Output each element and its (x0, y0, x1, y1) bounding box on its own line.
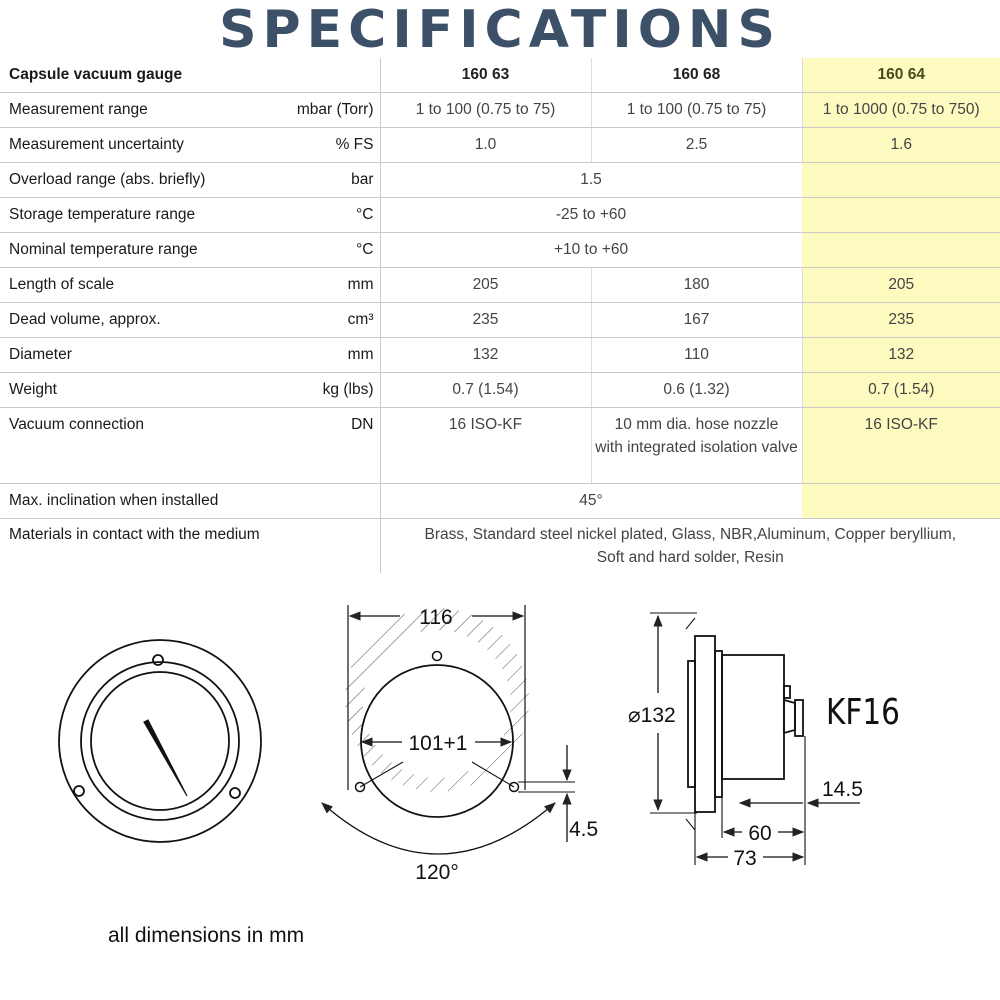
diameter-label: ⌀132 (628, 704, 676, 727)
table-row (0, 268, 1000, 303)
row-unit: % FS (280, 128, 380, 163)
row-unit: mm (280, 268, 380, 303)
materials-line-1: Brass, Standard steel nickel plated, Glass, NBR,Aluminum, Copper beryllium, (424, 526, 957, 543)
flange-depth-label: 14.5 (822, 778, 863, 801)
connector-label: KF16 (826, 692, 900, 733)
row-label: Nominal temperature range (0, 233, 280, 268)
table-header-row (0, 58, 1000, 93)
row-unit: bar (280, 163, 380, 198)
specifications-table (0, 58, 1000, 573)
table-row (0, 484, 1000, 519)
technical-drawings (0, 590, 1000, 890)
table-row (0, 519, 1000, 574)
row-value-2-line-1: 10 mm dia. hose nozzle (614, 416, 779, 433)
row-value-span: 45° (380, 484, 802, 519)
row-unit: cm³ (280, 303, 380, 338)
row-unit (280, 484, 380, 519)
page-title: SPECIFICATIONS (219, 0, 781, 60)
header-label: Capsule vacuum gauge (0, 58, 280, 93)
row-value-2 (591, 408, 802, 484)
row-label: Weight (0, 373, 280, 408)
row-value-1: 1.0 (380, 128, 591, 163)
header-model-1: 160 63 (380, 58, 591, 93)
row-label: Measurement range (0, 93, 280, 128)
table-row (0, 163, 1000, 198)
total-depth-label: 73 (733, 847, 757, 870)
cutout-diameter-label: 101+1 (408, 732, 468, 755)
body-depth-label: 60 (748, 822, 772, 845)
row-value-span: 1.5 (380, 163, 802, 198)
header-model-3: 160 64 (802, 58, 1000, 93)
row-value-3: 1 to 1000 (0.75 to 750) (802, 93, 1000, 128)
row-value-2: 180 (591, 268, 802, 303)
row-unit: DN (280, 408, 380, 484)
row-value-1: 205 (380, 268, 591, 303)
row-value-3: 205 (802, 268, 1000, 303)
row-label: Max. inclination when installed (0, 484, 280, 519)
header-model-2: 160 68 (591, 58, 802, 93)
row-value-2: 1 to 100 (0.75 to 75) (591, 93, 802, 128)
row-unit: mbar (Torr) (280, 93, 380, 128)
header-unit (280, 58, 380, 93)
row-value-2: 110 (591, 338, 802, 373)
row-value-span (380, 519, 1000, 574)
side-view-dimensions (628, 613, 863, 870)
row-value-3: 235 (802, 303, 1000, 338)
materials-line-2: Soft and hard solder, Resin (596, 549, 784, 566)
row-value-1: 0.7 (1.54) (380, 373, 591, 408)
table-row (0, 198, 1000, 233)
row-value-span: +10 to +60 (380, 233, 802, 268)
table-row (0, 338, 1000, 373)
row-label: Diameter (0, 338, 280, 373)
row-value-3 (802, 233, 1000, 268)
row-value-3: 132 (802, 338, 1000, 373)
dimensions-note: all dimensions in mm (108, 924, 305, 947)
row-label: Storage temperature range (0, 198, 280, 233)
row-value-2-line-2: with integrated isolation valve (595, 439, 798, 456)
row-label: Length of scale (0, 268, 280, 303)
gauge-side-view (686, 618, 803, 830)
row-label: Measurement uncertainty (0, 128, 280, 163)
row-value-2: 2.5 (591, 128, 802, 163)
panel-cutout-view (322, 600, 598, 884)
gauge-front-view (59, 640, 261, 842)
row-unit: °C (280, 198, 380, 233)
row-value-3 (802, 198, 1000, 233)
table-row (0, 233, 1000, 268)
row-value-3 (802, 484, 1000, 519)
row-value-1: 132 (380, 338, 591, 373)
row-label: Dead volume, approx. (0, 303, 280, 338)
row-value-3: 0.7 (1.54) (802, 373, 1000, 408)
table-row (0, 93, 1000, 128)
row-value-1: 1 to 100 (0.75 to 75) (380, 93, 591, 128)
row-value-span: -25 to +60 (380, 198, 802, 233)
table-row (0, 303, 1000, 338)
table-row (0, 408, 1000, 484)
angle-label: 120° (415, 861, 459, 884)
row-unit: °C (280, 233, 380, 268)
hole-offset-label: 4.5 (569, 818, 599, 841)
cutout-width-label: 116 (419, 606, 453, 629)
table-row (0, 373, 1000, 408)
row-value-3: 1.6 (802, 128, 1000, 163)
row-unit: mm (280, 338, 380, 373)
row-label: Vacuum connection (0, 408, 280, 484)
row-unit: kg (lbs) (280, 373, 380, 408)
row-label: Materials in contact with the medium (0, 519, 380, 574)
row-value-1: 16 ISO-KF (380, 408, 591, 484)
row-value-2: 0.6 (1.32) (591, 373, 802, 408)
table-row (0, 128, 1000, 163)
row-value-3 (802, 163, 1000, 198)
row-value-1: 235 (380, 303, 591, 338)
row-label: Overload range (abs. briefly) (0, 163, 280, 198)
row-value-3: 16 ISO-KF (802, 408, 1000, 484)
row-value-2: 167 (591, 303, 802, 338)
